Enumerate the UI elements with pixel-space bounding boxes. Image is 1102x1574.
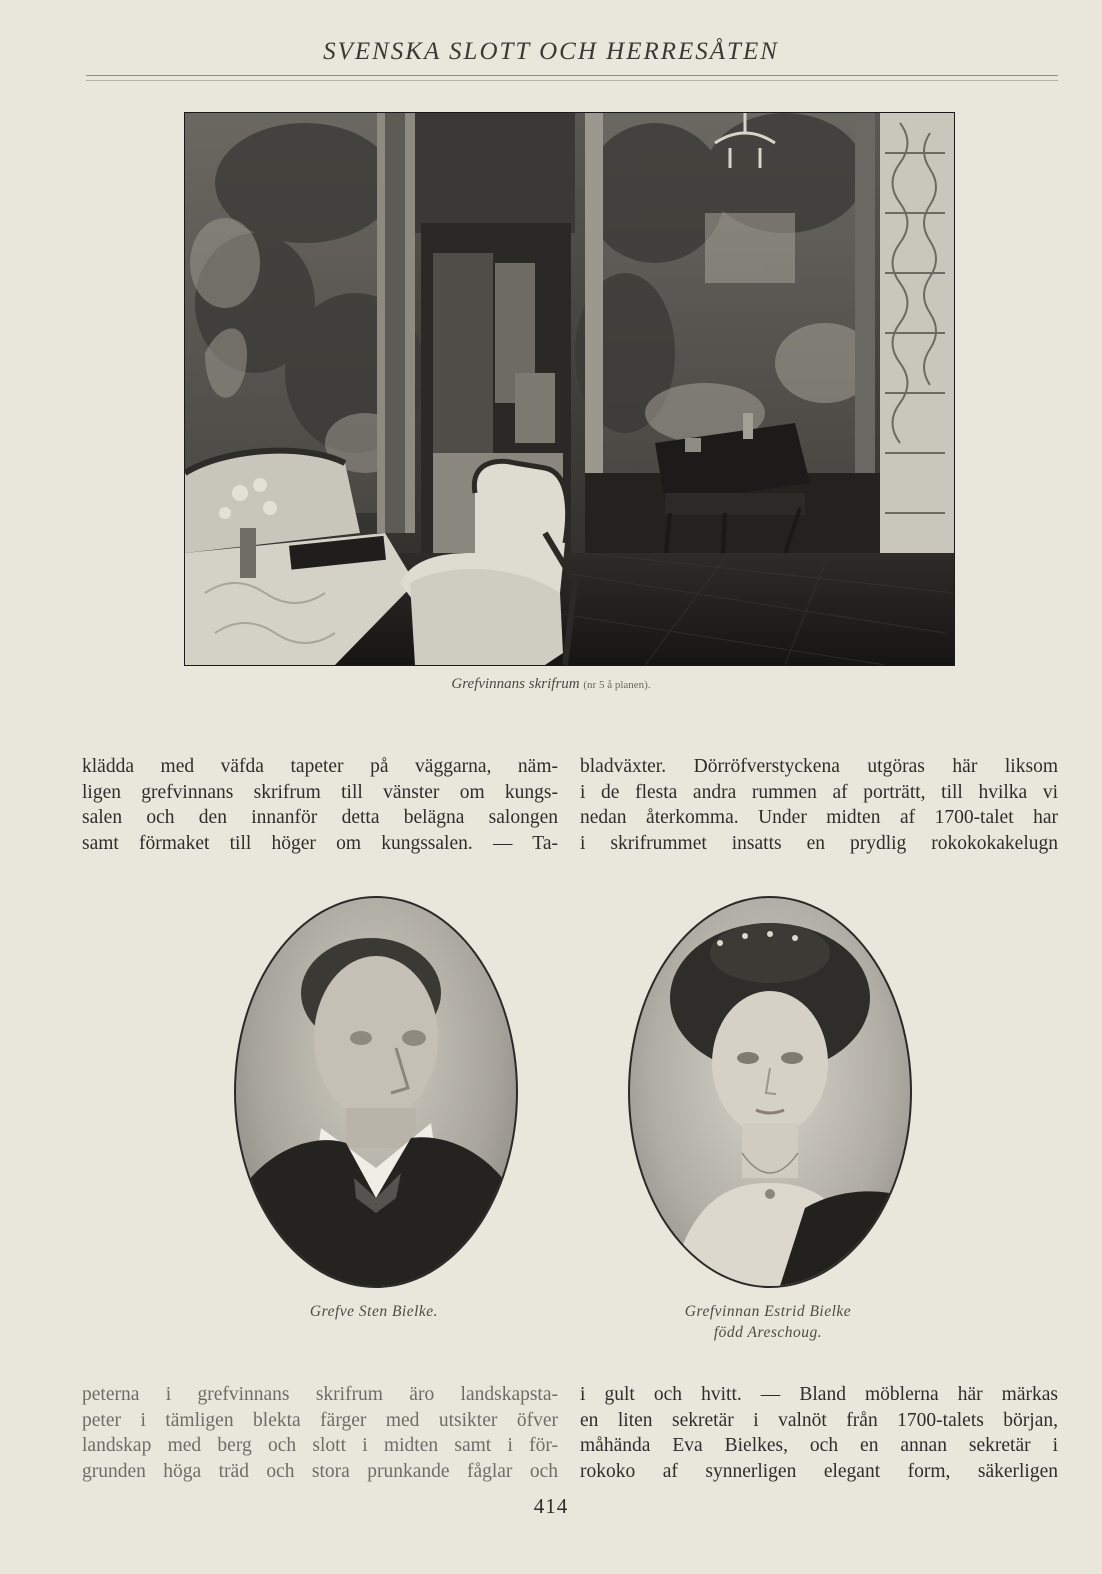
- text-line: i de flesta andra rummen af porträtt, till hvilka vi: [580, 781, 1058, 803]
- portrait-caption-right-line1: Grefvinnan Estrid Bielke: [684, 1303, 852, 1320]
- plate-caption: [0, 676, 1102, 693]
- text-line: rokoko af synnerligen elegant form, säkerligen: [580, 1460, 1058, 1482]
- text-column-left-top: [82, 754, 558, 856]
- text-line: måhända Eva Bielkes, och en annan sekretär i: [580, 1435, 1058, 1456]
- running-head: SVENSKA SLOTT OCH HERRESÅTEN: [323, 38, 779, 65]
- text-line: en liten sekretär i valnöt från 1700-talets början,: [580, 1409, 1058, 1431]
- text-column-right-bottom: [580, 1382, 1058, 1484]
- text-line: landskap med berg och slott i midten samt i för-: [82, 1435, 558, 1456]
- portrait-countess-estrid-bielke: [628, 896, 912, 1288]
- portrait-caption-right: [628, 1301, 908, 1343]
- text-line: ligen grefvinnans skrifrum till vänster om kungs-: [82, 781, 558, 803]
- text-line: nedan återkomma. Under midten af 1700-talet har: [580, 807, 1058, 828]
- text-column-left-bottom: [82, 1382, 558, 1484]
- text-line: grunden höga träd och stora prunkande fåglar och: [82, 1460, 558, 1482]
- text-line: peter i tämligen blekta färger med utsikter öfver: [82, 1409, 558, 1431]
- page-number: 414: [533, 1494, 569, 1518]
- text-line: samt förmaket till höger om kungssalen. — Ta-: [82, 832, 558, 854]
- text-line: peterna i grefvinnans skrifrum äro landskapsta-: [82, 1384, 558, 1405]
- plate-caption-title: Grefvinnans skrifrum: [451, 676, 580, 692]
- text-line: i skrifrummet insatts en prydlig rokokokakelugn: [580, 832, 1058, 854]
- portrait-caption-right-line2: född Areschoug.: [713, 1324, 823, 1341]
- text-line: i gult och hvitt. — Bland möblerna här märkas: [580, 1384, 1058, 1405]
- room-photograph: [184, 112, 955, 666]
- header-rule-secondary: [86, 80, 1058, 81]
- portrait-caption-left: Grefve Sten Bielke.: [309, 1303, 439, 1320]
- plate-caption-note: (nr 5 å planen).: [583, 679, 651, 691]
- text-line: bladväxter. Dörröfverstyckena utgöras här liksom: [580, 756, 1058, 777]
- header-rule: [86, 75, 1058, 76]
- text-line: klädda med väfda tapeter på väggarna, näm-: [82, 756, 558, 777]
- portrait-count-sten-bielke: [234, 896, 518, 1288]
- text-line: salen och den innanför detta belägna salongen: [82, 807, 558, 828]
- text-column-right-top: [580, 754, 1058, 856]
